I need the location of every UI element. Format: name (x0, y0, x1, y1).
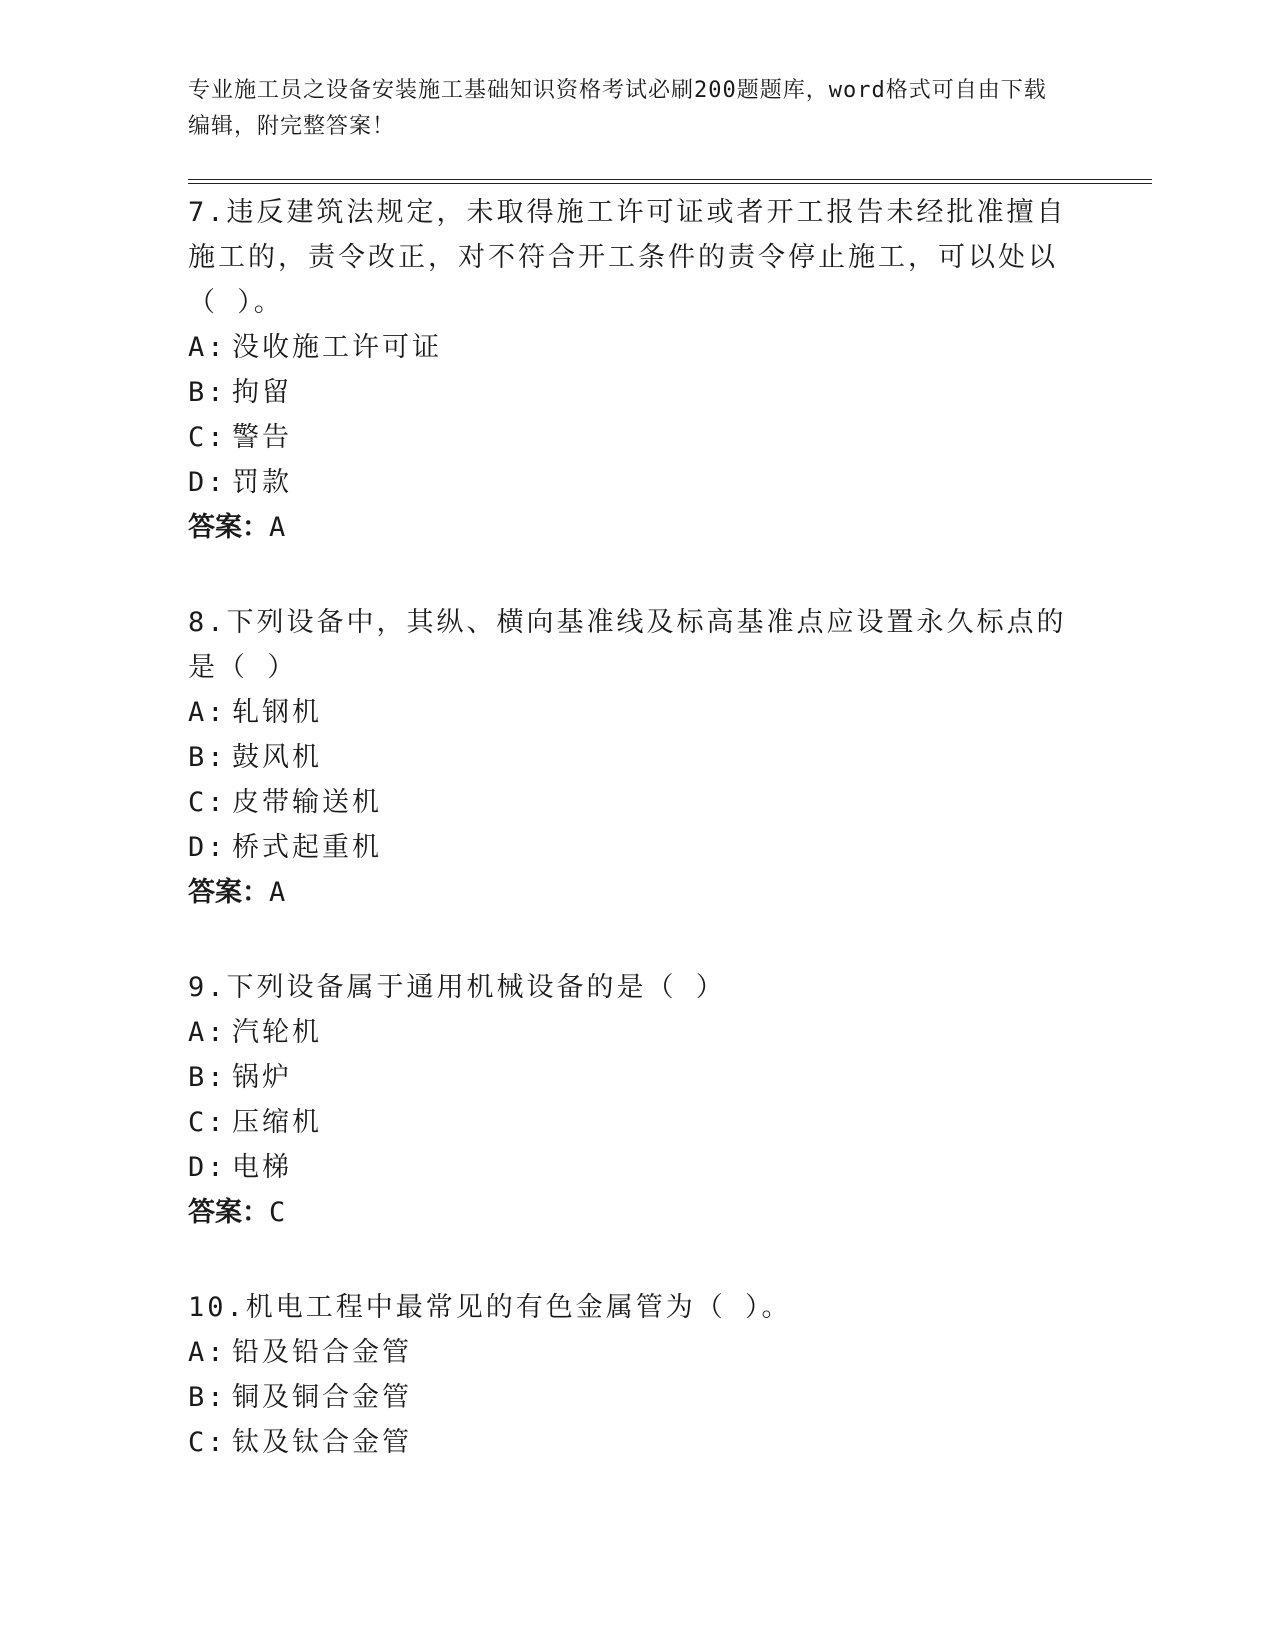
document-header: 专业施工员之设备安装施工基础知识资格考试必刷200题题库，word格式可自由下载编辑，附完整答案！ (188, 78, 1047, 139)
option-text: 没收施工许可证 (232, 332, 442, 363)
option-text: 鼓风机 (232, 742, 322, 773)
option-text: 锅炉 (232, 1062, 292, 1093)
option-text: 压缩机 (232, 1107, 322, 1138)
option-label: A: (188, 1337, 227, 1368)
option-text: 警告 (232, 422, 292, 453)
option-d (188, 460, 1068, 505)
option-label: B: (188, 1382, 227, 1413)
option-label: D: (188, 1152, 227, 1183)
option-text: 轧钢机 (232, 697, 322, 728)
option-label: B: (188, 377, 227, 408)
option-b (188, 1375, 1068, 1420)
option-c (188, 780, 1068, 825)
option-text: 汽轮机 (232, 1017, 322, 1048)
option-b (188, 1055, 1068, 1100)
option-a (188, 1330, 1068, 1375)
option-b (188, 370, 1068, 415)
answer-label: 答案： (188, 1197, 269, 1228)
option-label: C: (188, 422, 227, 453)
answer-value: A (269, 877, 286, 908)
question-7 (188, 190, 1068, 550)
option-label: D: (188, 467, 227, 498)
answer-label: 答案： (188, 877, 269, 908)
header-divider-bottom (188, 183, 1152, 184)
option-c (188, 1100, 1068, 1145)
option-d (188, 825, 1068, 870)
option-d (188, 1145, 1068, 1190)
option-label: C: (188, 1107, 227, 1138)
option-label: B: (188, 1062, 227, 1093)
option-text: 罚款 (232, 467, 292, 498)
option-text: 电梯 (232, 1152, 292, 1183)
option-a (188, 690, 1068, 735)
answer-value: A (269, 512, 286, 543)
option-label: A: (188, 1017, 227, 1048)
option-text: 桥式起重机 (232, 832, 382, 863)
question-8 (188, 600, 1068, 915)
question-text: 9.下列设备属于通用机械设备的是（ ） (188, 972, 726, 1003)
option-text: 皮带输送机 (232, 787, 382, 818)
option-a (188, 325, 1068, 370)
option-label: C: (188, 787, 227, 818)
header-divider-top (188, 179, 1152, 180)
question-list (188, 190, 1068, 1515)
question-text: 7.违反建筑法规定，未取得施工许可证或者开工报告未经批准擅自施工的，责令改正，对不符合开工条件的责令停止施工，可以处以（ ）。 (188, 197, 1067, 318)
option-text: 钛及钛合金管 (232, 1427, 412, 1458)
answer-label: 答案： (188, 512, 269, 543)
option-label: D: (188, 832, 227, 863)
option-c (188, 1420, 1068, 1465)
question-text: 10.机电工程中最常见的有色金属管为（ ）。 (188, 1292, 792, 1323)
option-label: C: (188, 1427, 227, 1458)
option-label: A: (188, 697, 227, 728)
option-label: B: (188, 742, 227, 773)
option-label: A: (188, 332, 227, 363)
answer-line (188, 1190, 1068, 1235)
answer-line (188, 505, 1068, 550)
question-text: 8.下列设备中，其纵、横向基准线及标高基准点应设置永久标点的是（ ） (188, 607, 1067, 683)
option-text: 铅及铅合金管 (232, 1337, 412, 1368)
option-text: 铜及铜合金管 (232, 1382, 412, 1413)
answer-value: C (269, 1197, 286, 1228)
answer-line (188, 870, 1068, 915)
option-b (188, 735, 1068, 780)
question-9 (188, 965, 1068, 1235)
option-a (188, 1010, 1068, 1055)
option-text: 拘留 (232, 377, 292, 408)
question-10 (188, 1285, 1068, 1465)
option-c (188, 415, 1068, 460)
